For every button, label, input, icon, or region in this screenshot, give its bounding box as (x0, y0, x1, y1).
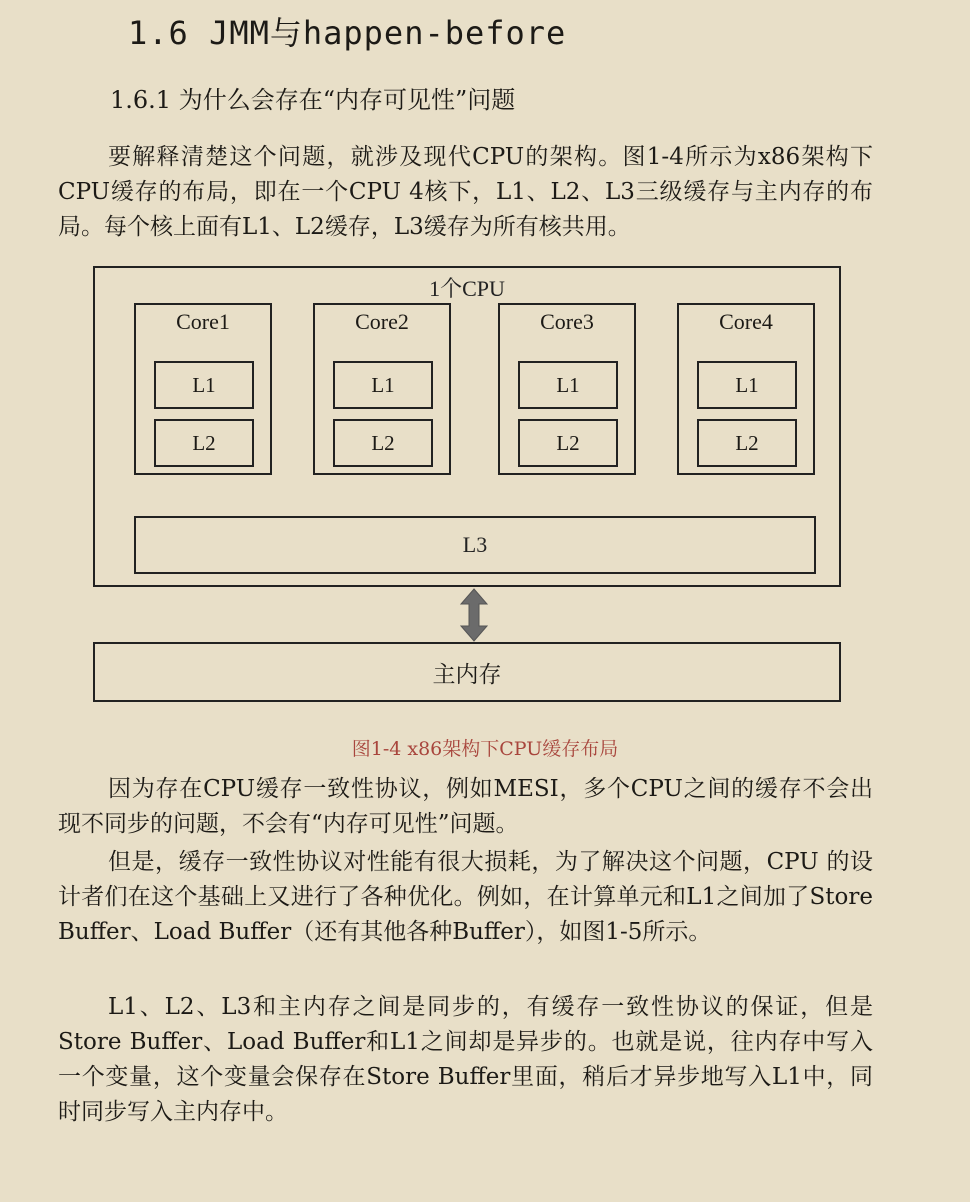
l1-cache-box: L1 (333, 361, 433, 409)
main-memory-label: 主内存 (432, 661, 502, 688)
figure-caption: 图1-4 x86架构下CPU缓存布局 (351, 738, 619, 760)
core-box (498, 303, 636, 475)
paragraph: 要解释清楚这个问题，就涉及现代CPU的架构。图1-4所示为x86架构下CPU缓存的布局，即在一个CPU 4核下，L1、L2、L3三级缓存与主内存的布局。每个核上面有L1、L2缓存，L3缓存为所有核共用。 (58, 144, 873, 240)
core-label: Core1 (176, 309, 230, 334)
core-label: Core2 (355, 309, 409, 334)
l1-cache-box: L1 (518, 361, 618, 409)
double-vertical-arrow-icon (458, 588, 490, 642)
cpu-label: 1个CPU (429, 276, 505, 301)
l2-cache-box: L2 (154, 419, 254, 467)
section-title: 1.6 JMM与happen-before (128, 14, 567, 52)
paragraph: L1、L2、L3和主内存之间是同步的，有缓存一致性协议的保证，但是Store Buffer、Load Buffer和L1之间却是异步的。也就是说，往内存中写入一个变量，这个变量会保存在Store Buffer里面，稍后才异步地写入L1中，同时同步写入主内存中。 (58, 994, 873, 1125)
subsection-title: 1.6.1 为什么会存在“内存可见性”问题 (110, 86, 516, 114)
l2-cache-box: L2 (333, 419, 433, 467)
l1-cache-box: L1 (154, 361, 254, 409)
l2-cache-box: L2 (697, 419, 797, 467)
core-box (677, 303, 815, 475)
core-box (313, 303, 451, 475)
core-box (134, 303, 272, 475)
core-label: Core4 (719, 309, 773, 334)
core-label: Core3 (540, 309, 594, 334)
main-memory-box (93, 642, 841, 702)
paragraph: 因为存在CPU缓存一致性协议，例如MESI，多个CPU之间的缓存不会出现不同步的问题，不会有“内存可见性”问题。 (58, 776, 873, 837)
l1-cache-box: L1 (697, 361, 797, 409)
cpu-box (93, 266, 841, 587)
paragraph: 但是，缓存一致性协议对性能有很大损耗，为了解决这个问题，CPU 的设计者们在这个基础上又进行了各种优化。例如，在计算单元和L1之间加了Store Buffer、Load Buffer（还有其他各种Buffer），如图1-5所示。 (58, 849, 873, 945)
l3-cache-box (134, 516, 816, 574)
l2-cache-box: L2 (518, 419, 618, 467)
l3-label: L3 (462, 532, 488, 557)
